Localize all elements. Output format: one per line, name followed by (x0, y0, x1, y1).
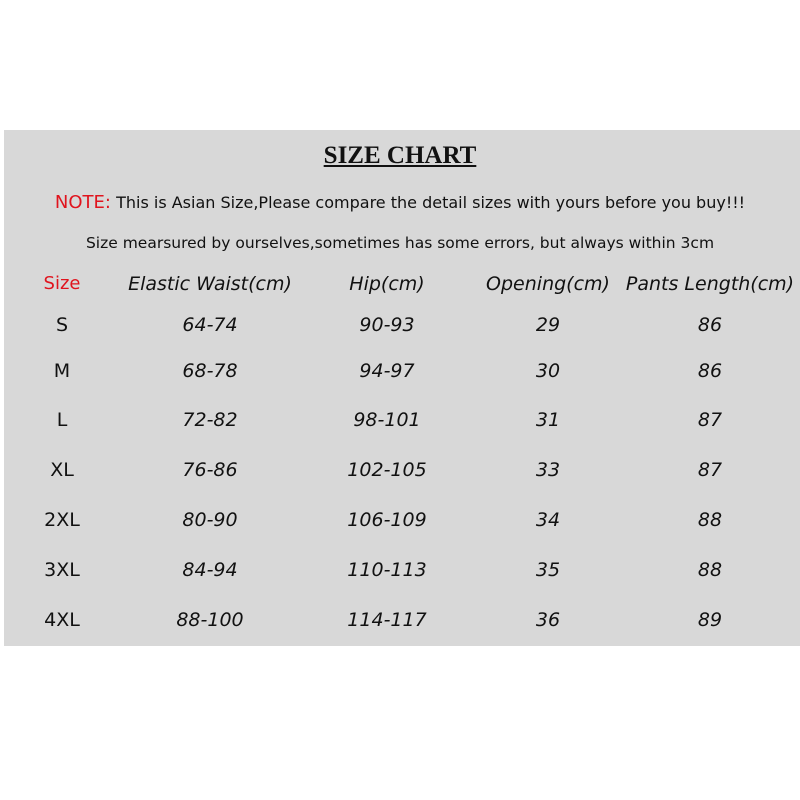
cell-size: 3XL (44, 559, 80, 581)
cell-size: S (55, 314, 69, 336)
cell-pants-length: 88 (697, 559, 723, 581)
cell-hip: 110-113 (347, 559, 427, 581)
cell-opening: 31 (535, 409, 561, 431)
cell-size: M (53, 360, 71, 382)
cell-elastic-waist: 80-90 (182, 509, 238, 531)
cell-opening: 35 (535, 559, 561, 581)
cell-elastic-waist: 76-86 (182, 459, 238, 481)
cell-size: 2XL (44, 509, 80, 531)
note-label: NOTE: (54, 192, 111, 213)
cell-pants-length: 89 (697, 609, 723, 631)
cell-opening: 33 (535, 459, 561, 481)
column-header-opening: Opening(cm) (486, 273, 610, 295)
cell-elastic-waist: 72-82 (182, 409, 238, 431)
column-header-pants-length: Pants Length(cm) (625, 273, 795, 295)
cell-size: XL (50, 459, 74, 481)
note-line (0, 192, 800, 213)
cell-hip: 102-105 (347, 459, 427, 481)
cell-size: L (56, 409, 68, 431)
cell-size: 4XL (44, 609, 80, 631)
column-header-size: Size (43, 273, 81, 294)
cell-pants-length: 88 (697, 509, 723, 531)
cell-pants-length: 86 (697, 314, 723, 336)
column-header-elastic-waist: Elastic Waist(cm) (128, 273, 292, 295)
cell-pants-length: 87 (697, 409, 723, 431)
cell-pants-length: 86 (697, 360, 723, 382)
cell-elastic-waist: 68-78 (182, 360, 238, 382)
page-title: SIZE CHART (323, 142, 477, 169)
cell-elastic-waist: 64-74 (182, 314, 238, 336)
cell-hip: 94-97 (359, 360, 415, 382)
measurement-note: Size mearsured by ourselves,sometimes has some errors, but always within 3cm (85, 234, 715, 252)
cell-hip: 90-93 (359, 314, 415, 336)
cell-opening: 36 (535, 609, 561, 631)
column-header-hip: Hip(cm) (349, 273, 425, 295)
cell-opening: 34 (535, 509, 561, 531)
cell-elastic-waist: 88-100 (176, 609, 244, 631)
cell-hip: 106-109 (347, 509, 427, 531)
cell-opening: 30 (535, 360, 561, 382)
note-text: This is Asian Size,Please compare the detail sizes with yours before you buy!!! (111, 193, 746, 212)
cell-hip: 114-117 (347, 609, 427, 631)
cell-opening: 29 (535, 314, 561, 336)
cell-elastic-waist: 84-94 (182, 559, 238, 581)
cell-hip: 98-101 (353, 409, 421, 431)
cell-pants-length: 87 (697, 459, 723, 481)
